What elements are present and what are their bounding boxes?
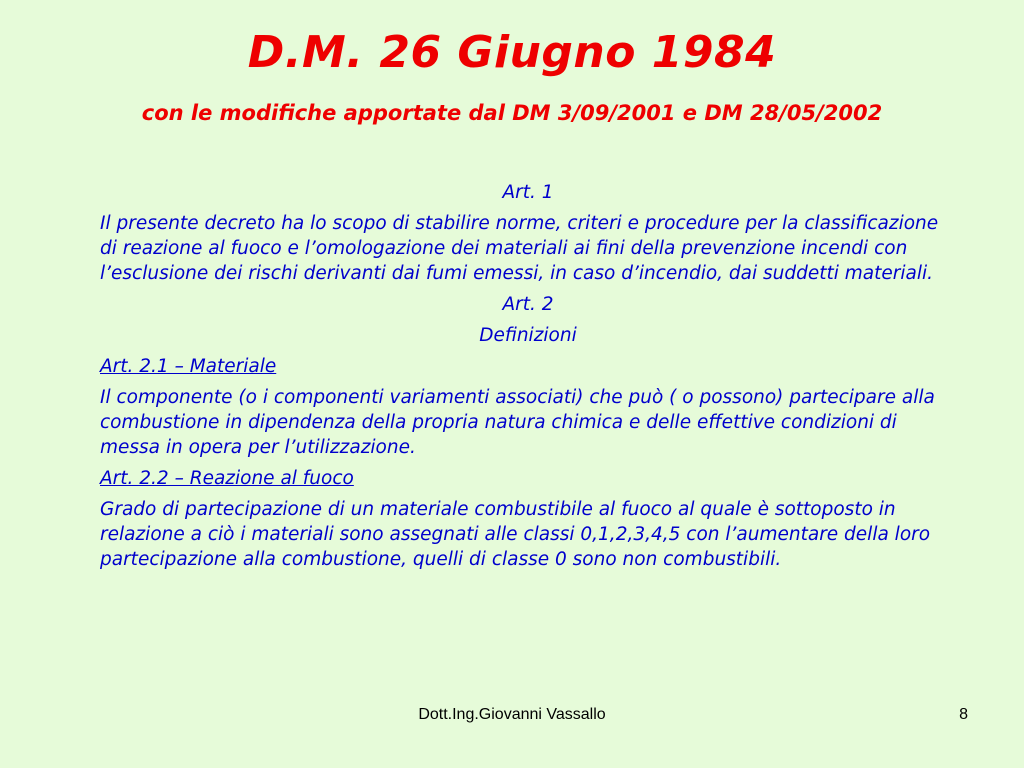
art2-subheading: Definizioni: [479, 325, 577, 346]
art22-heading: Art. 2.2 – Reazione al fuoco: [100, 468, 354, 489]
slide-subtitle: con le modifiche apportate dal DM 3/09/2001 e DM 28/05/2002: [141, 101, 883, 125]
footer-author: Dott.Ing.Giovanni Vassallo: [418, 706, 606, 723]
slide-title: D.M. 26 Giugno 1984: [247, 27, 777, 78]
art21-heading: Art. 2.1 – Materiale: [100, 356, 277, 377]
slide-body: [100, 180, 956, 578]
page-number: 8: [959, 706, 968, 723]
art22-text: Grado di partecipazione di un materiale combustibile al fuoco al quale è sottoposto in relazione a ciò i materiali sono assegnati alle classi 0,1,2,3,4,5 con l’aumentare della loro partecipazione alla combustione, quelli di classe 0 sono non combustibili.: [100, 499, 931, 570]
art21-text: Il componente (o i componenti variamenti associati) che può ( o possono) partecipare alla combustione in dipendenza della propria natura chimica e delle effettive condizioni di messa in opera per l’utilizzazione.: [100, 387, 935, 458]
art2-heading: Art. 2: [502, 294, 554, 315]
title-block: [0, 26, 1024, 128]
art1-heading: Art. 1: [502, 182, 554, 203]
art1-text: Il presente decreto ha lo scopo di stabilire norme, criteri e procedure per la classificazione di reazione al fuoco e l’omologazione dei materiali ai fini della prevenzione incendi con l’esclusione dei rischi derivanti dai fumi emessi, in caso d’incendio, dai suddetti materiali.: [100, 213, 939, 284]
footer: [0, 706, 1024, 730]
